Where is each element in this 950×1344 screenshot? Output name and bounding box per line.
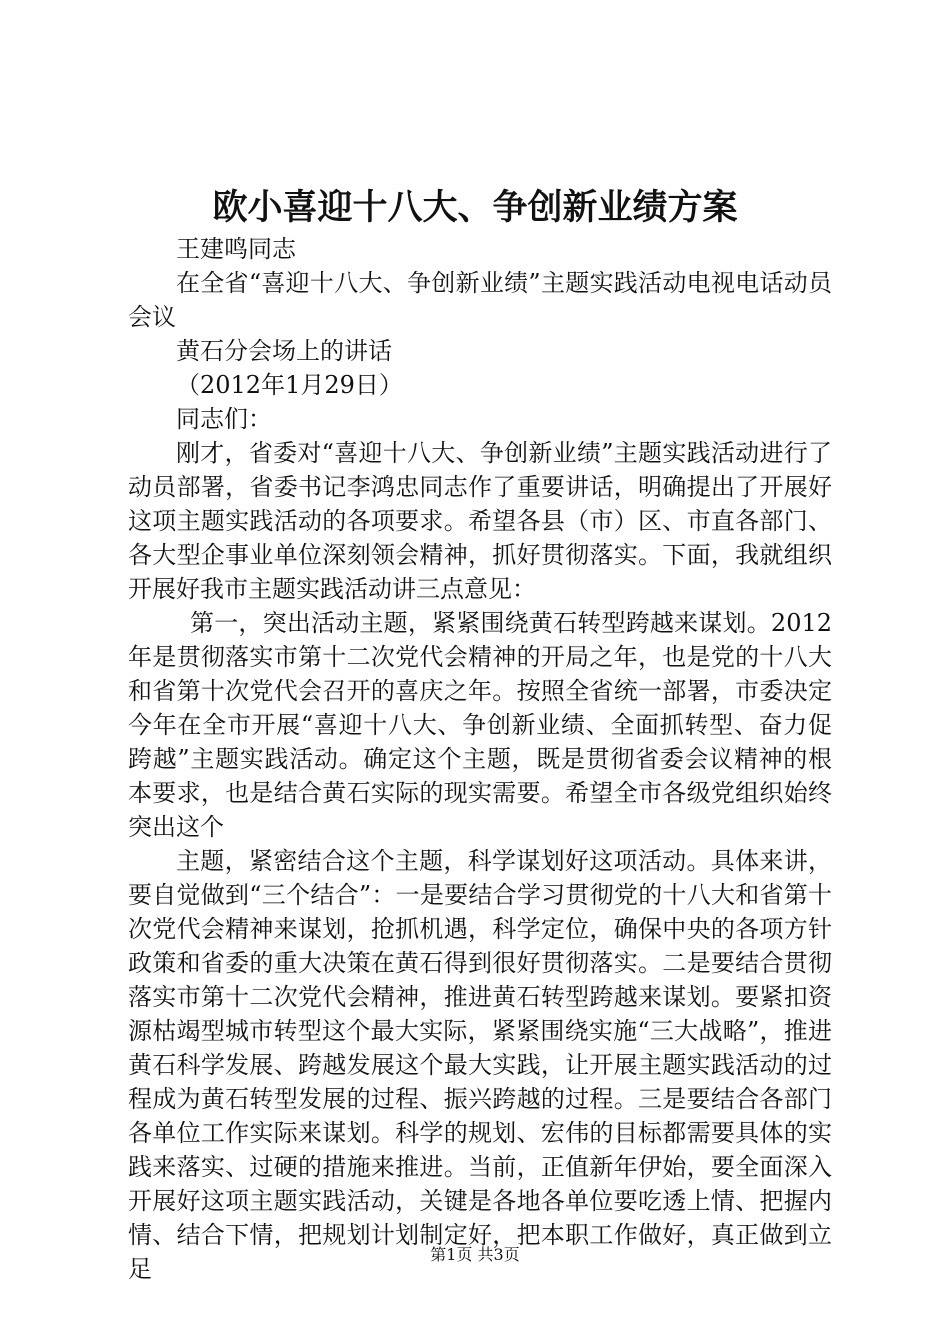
venue-line: 黄石分会场上的讲话 (176, 337, 392, 365)
date-line: （2012年1月29日） (176, 371, 403, 399)
salutation-line: 同志们： (176, 405, 272, 433)
document-title: 欧小喜迎十八大、争创新业绩方案 (212, 187, 738, 228)
body-paragraph: 主题，紧密结合这个主题，科学谋划好这项活动。具体来讲，要自觉做到“三个结合”：一是要结合学习贯彻党的十八大和省第十次党代会精神来谋划，抢抓机遇，科学定位，确保中央的各项方针政策和省委的重大决策在黄石得到很好贯彻落实。二是要结合贯彻落实市第十二次党代会精神，推进黄石转型跨越来谋划。要紧扣资源枯竭型城市转型这个最大实际，紧紧围绕实施“三大战略”，推进黄石科学发展、跨越发展这个最大实践，让开展主题实践活动的过程成为黄石转型发展的过程、振兴跨越的过程。三是要结合各部门各单位工作实际来谋划。科学的规划、宏伟的目标都需要具体的实践来落实、过硬的措施来推进。当前，正值新年伊始，要全面深入开展好这项主题实践活动，关键是各地各单位要吃透上情、把握内情、结合下情，把规划计划制定好，把本职工作做好，真正做到立足 (128, 847, 832, 1283)
body-paragraph: 刚才，省委对“喜迎十八大、争创新业绩”主题实践活动进行了动员部署，省委书记李鸿忠同志作了重要讲话，明确提出了开展好这项主题实践活动的各项要求。希望各县（市）区、市直各部门、各大型企事业单位深刻领会精神，抓好贯彻落实。下面，我就组织开展好我市主题实践活动讲三点意见： (128, 439, 832, 603)
meeting-line: 在全省“喜迎十八大、争创新业绩”主题实践活动电视电话动员会议 (128, 269, 832, 331)
speaker-line: 王建鸣同志 (176, 235, 296, 263)
document-body (128, 232, 832, 1286)
page-number-footer: 第1页 共3页 (430, 1245, 520, 1264)
body-paragraph: 第一，突出活动主题，紧紧围绕黄石转型跨越来谋划。2012年是贯彻落实市第十二次党代会精神的开局之年，也是党的十八大和省第十次党代会召开的喜庆之年。按照全省统一部署，市委决定今年在全市开展“喜迎十八大、争创新业绩、全面抓转型、奋力促跨越”主题实践活动。确定这个主题，既是贯彻省委会议精神的根本要求，也是结合黄石实际的现实需要。希望全市各级党组织始终突出这个 (128, 609, 832, 841)
